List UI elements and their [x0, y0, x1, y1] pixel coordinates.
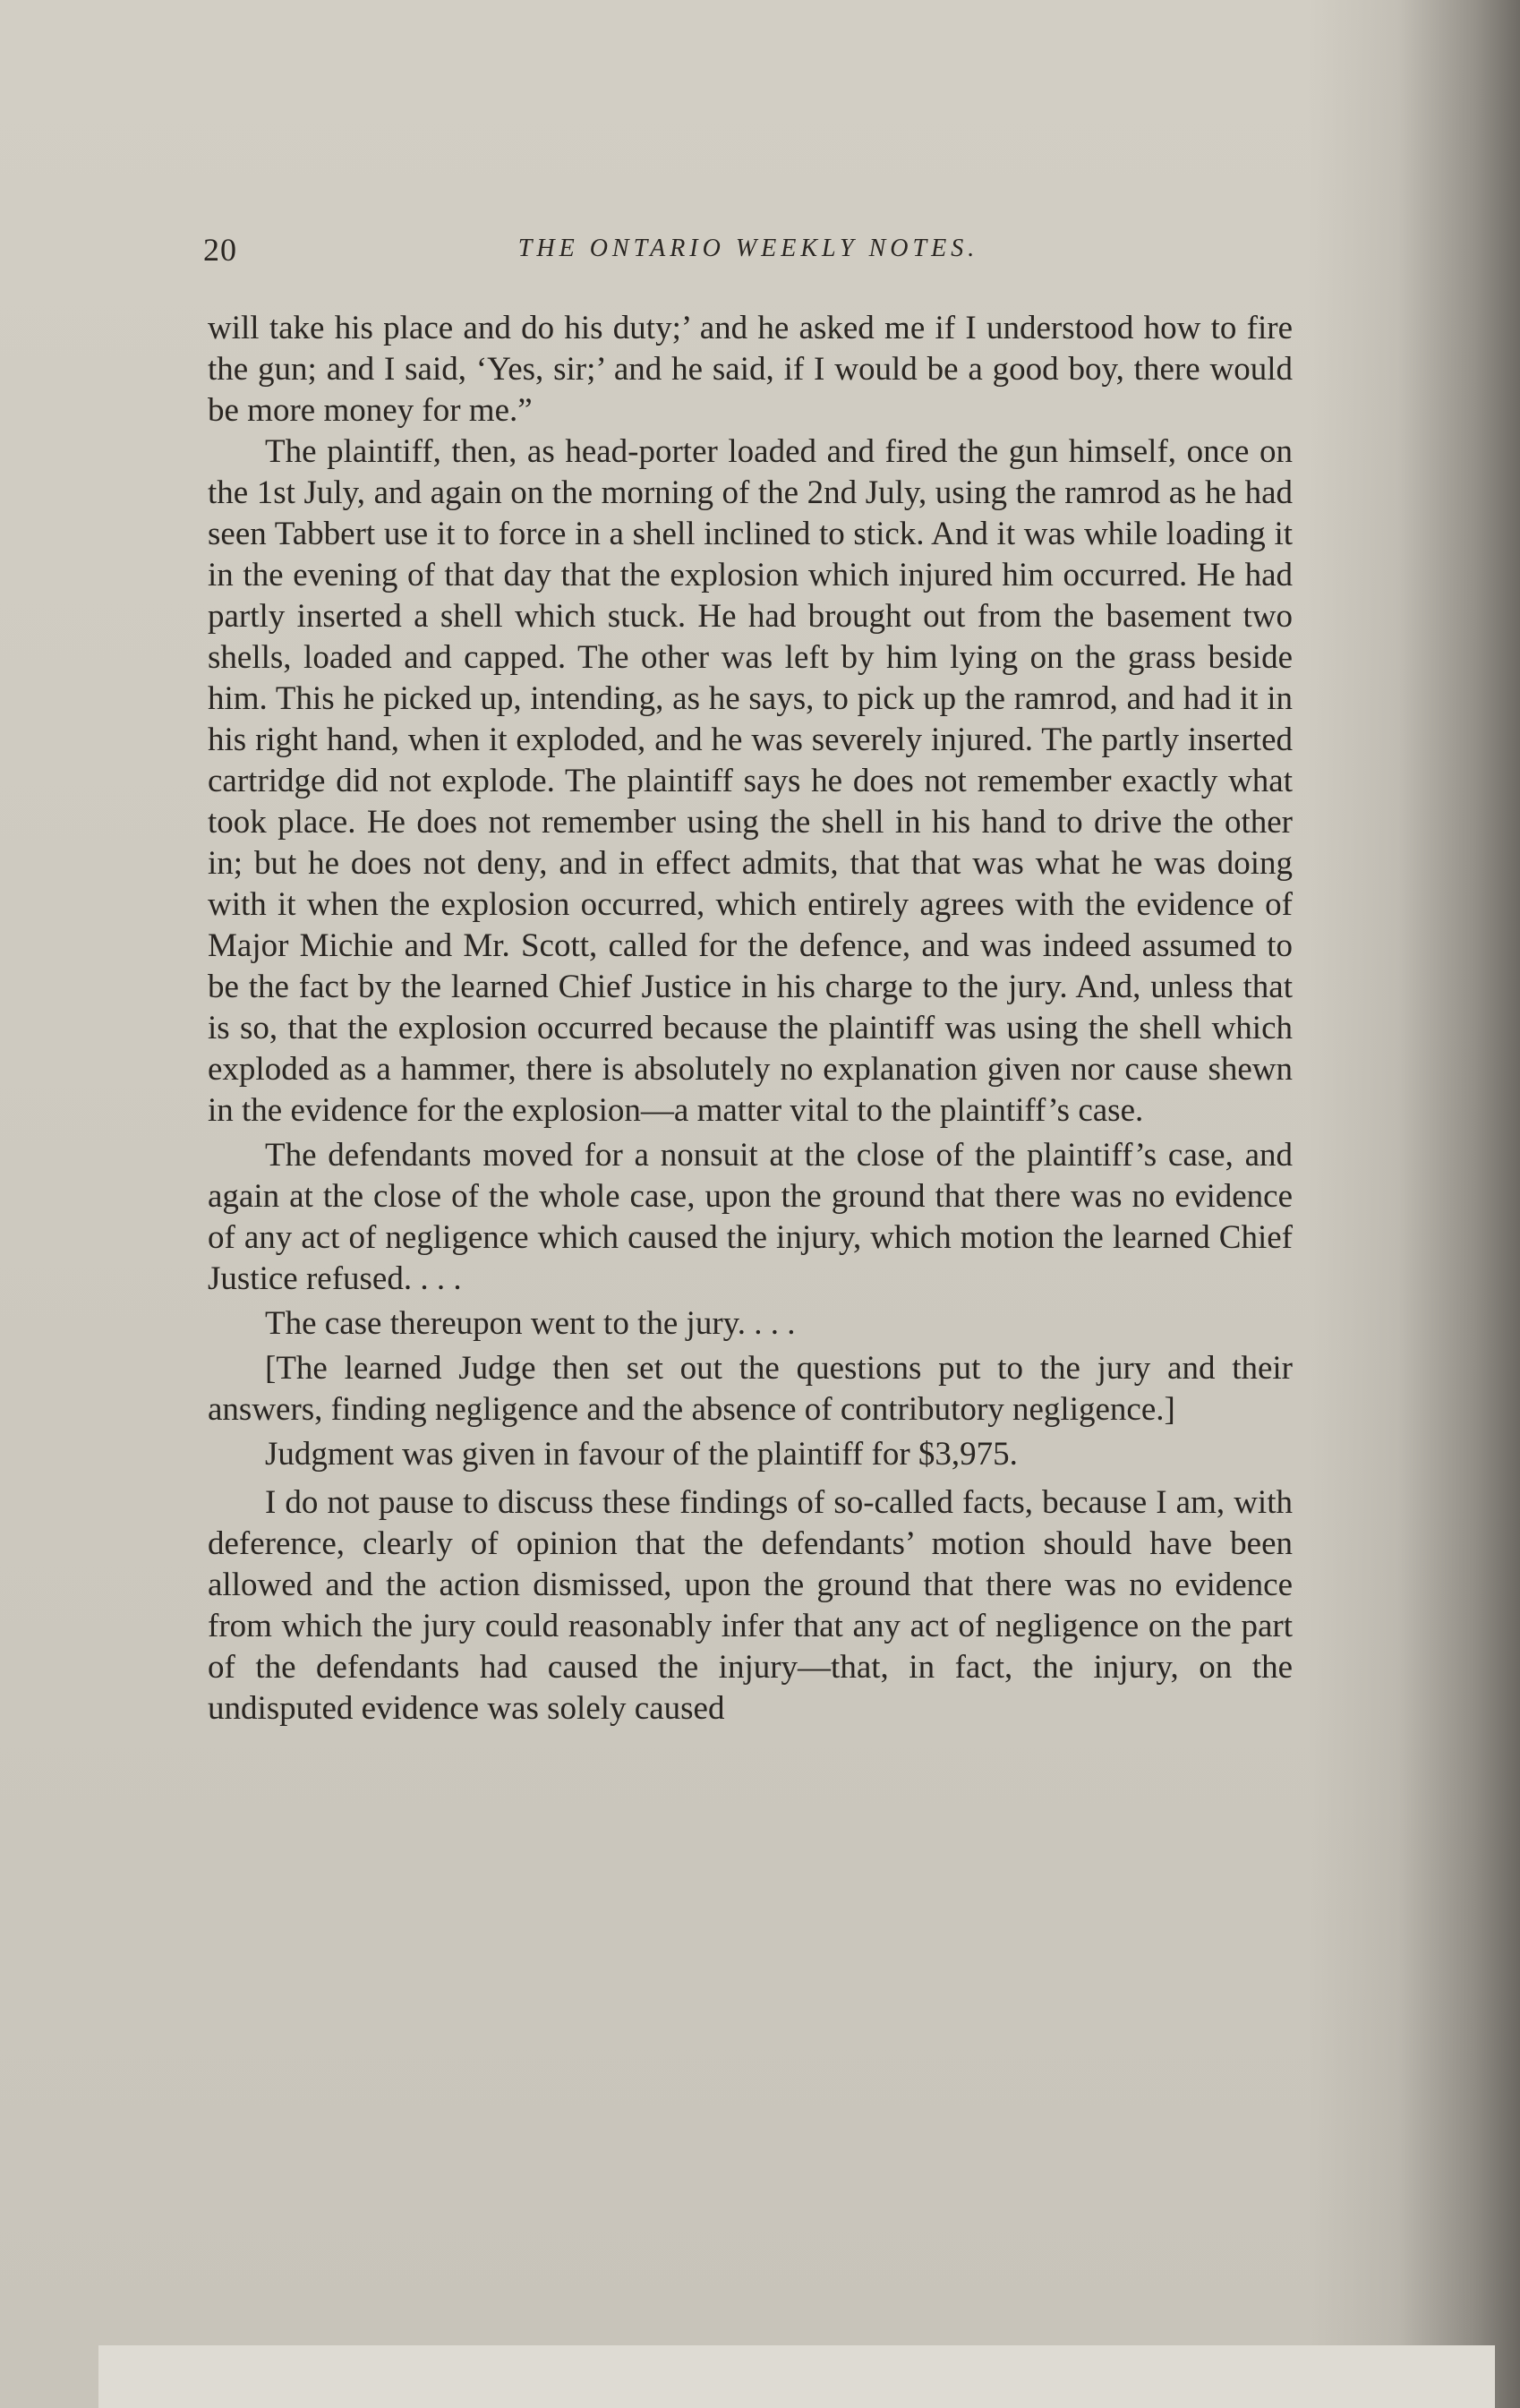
paragraph-judgment: Judgment was given in favour of the plaintiff for $3,975.	[265, 1436, 1018, 1473]
paragraph-opinion: I do not pause to discuss these findings of so-called facts, because I am, with deference, clearly of opinion that the defendants’ motion should have been allowed and the action dismissed, upon the ground that there was no evidence from which the jury could reasonably infer that any act of negligence on the part of the defendants had caused the injury—that, in fact, the injury, on the undisputed evidence was solely caused	[208, 1484, 1293, 1727]
paragraph-judge-note: [The learned Judge then set out the questions put to the jury and their answers, finding negligence and the absence of contributory negligence.]	[208, 1350, 1293, 1428]
paragraph-nonsuit-motion: The defendants moved for a nonsuit at the close of the plaintiff’s case, and again at the close of the whole case, upon the ground that there was no evidence of any act of negligence which caused the injury, which motion the learned Chief Justice refused. . . .	[208, 1137, 1293, 1297]
body-text	[208, 308, 1293, 1729]
paragraph-went-to-jury: The case thereupon went to the jury. . . .	[265, 1305, 796, 1342]
page-number: 20	[203, 232, 237, 268]
page-bottom-margin	[98, 2345, 1495, 2408]
paragraph-continuation: will take his place and do his duty;’ and he asked me if I understood how to fire the gun; and I said, ‘Yes, sir;’ and he said, if I would be a good boy, there would be more money for me.”	[208, 310, 1293, 429]
paragraph-explosion-account: The plaintiff, then, as head-porter loaded and fired the gun himself, once on the 1st July, and again on the morning of the 2nd July, using the ramrod as he had seen Tabbert use it to force in a shell inclined to stick. And it was while loading it in the evening of that day that the explosion which injured him occurred. He had partly inserted a shell which stuck. He had brought out from the basement two shells, loaded and capped. The other was left by him lying on the grass beside him. This he picked up, intending, as he says, to pick up the ramrod, and had it in his right hand, when it exploded, and he was severely injured. The partly inserted cartridge did not explode. The plaintiff says he does not remember exactly what took place. He does not remember using the shell in his hand to drive the other in; but he does not deny, and in effect admits, that that was what he was doing with it when the explosion occurred, which entirely agrees with the evidence of Major Michie and Mr. Scott, called for the defence, and was indeed assumed to be the fact by the learned Chief Justice in his charge to the jury. And, unless that is so, that the explosion occurred because the plaintiff was using the shell which exploded as a hammer, there is absolutely no explanation given nor cause shewn in the evidence for the explosion—a matter vital to the plaintiff’s case.	[208, 433, 1293, 1129]
running-title: THE ONTARIO WEEKLY NOTES.	[517, 235, 979, 262]
page-header	[203, 231, 1294, 274]
